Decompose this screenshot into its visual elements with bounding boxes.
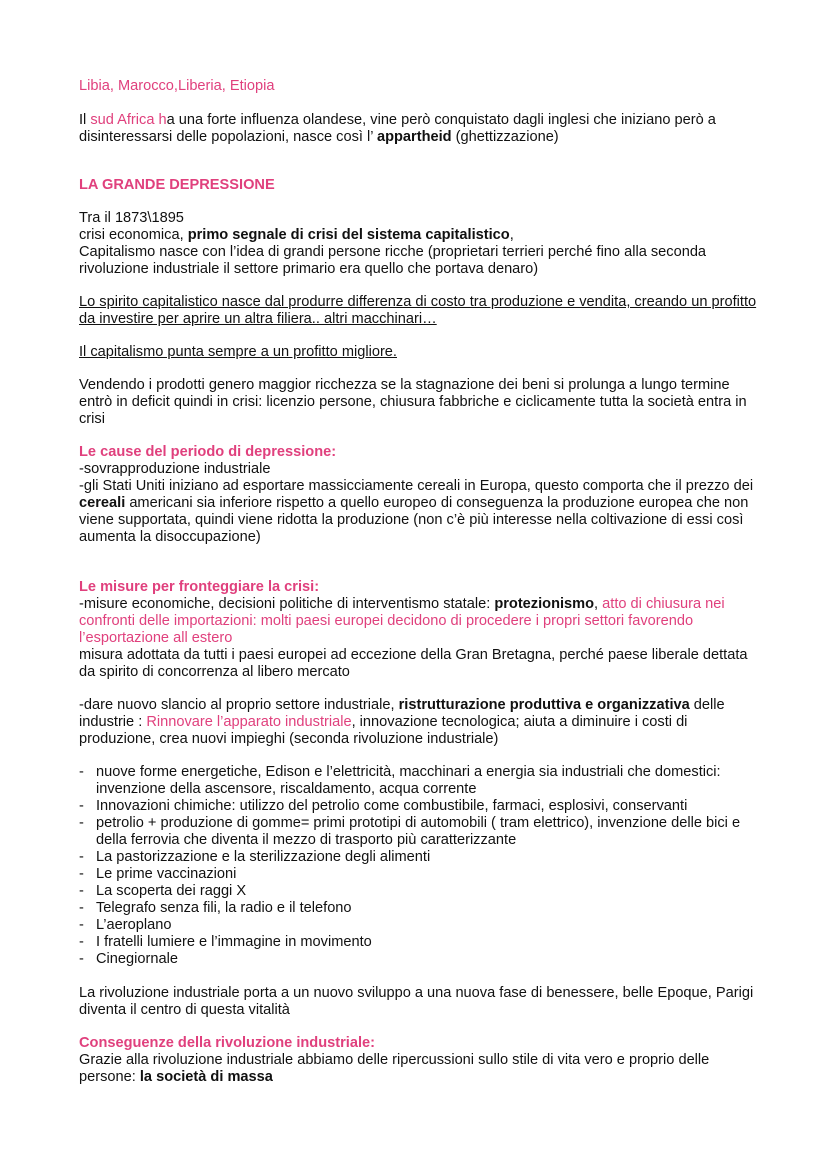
- list-item: - nuove forme energetiche, Edison e l’elettricità, macchinari a energia sia industriali che domestici: invenzione della ascensore, riscaldamento, acqua corrente: [79, 764, 759, 798]
- measure-2: -dare nuovo slancio al proprio settore industriale, ristrutturazione produttiva e organizzativa delle industrie : Rinnovare l’apparato industriale, innovazione tecnologica; aiuta a diminuire i costi di produzione, crea nuovi impieghi (seconda rivoluzione industriale): [79, 697, 725, 747]
- belle-epoque-paragraph: La rivoluzione industriale porta a un nuovo sviluppo a una nuova fase di benessere, belle Epoque, Parigi diventa il centro di questa vitalità: [79, 985, 754, 1018]
- selling-paragraph: Vendendo i prodotti genero maggior ricchezza se la stagnazione dei beni si prolunga a lungo termine entrò in deficit quindi in crisi: licenzio persone, chiusura fabbriche e ciclicamente tutta la società entra in crisi: [79, 377, 747, 427]
- crisis-line: crisi economica, primo segnale di crisi del sistema capitalistico,: [79, 227, 514, 243]
- capitalism-paragraph: Capitalismo nasce con l’idea di grandi persone ricche (proprietari terrieri perché fino alla seconda rivoluzione industriale il settore primario era quello che portava denaro): [79, 244, 707, 277]
- list-item: - I fratelli lumiere e l’immagine in movimento: [79, 934, 759, 951]
- cause-item-1: -sovrapproduzione industriale: [79, 461, 271, 477]
- list-item: - Le prime vaccinazioni: [79, 866, 759, 883]
- list-item: - La scoperta dei raggi X: [79, 883, 759, 900]
- list-item: - Innovazioni chimiche: utilizzo del petrolio come combustibile, farmaci, esplosivi, conservanti: [79, 798, 759, 815]
- measure-1: -misure economiche, decisioni politiche di interventismo statale: protezionismo, atto di chiusura nei confronti delle importazioni: molti paesi europei decidono di procedere i propri settori favorendo l’esportazione all estero: [79, 596, 725, 646]
- depression-heading: LA GRANDE DEPRESSIONE: [79, 177, 275, 193]
- document-content: [79, 78, 759, 1086]
- capitalist-spirit-paragraph: Lo spirito capitalistico nasce dal produrre differenza di costo tra produzione e vendita, creando un profitto da investire per aprire un altra filiera.. altri macchinari…: [79, 294, 757, 327]
- measure-1-note: misura adottata da tutti i paesi europei ad eccezione della Gran Bretagna, perché paese liberale dettata da spirito di concorrenza al libero mercato: [79, 647, 748, 680]
- depression-dates: Tra il 1873\1895: [79, 210, 184, 226]
- south-africa-paragraph: Il sud Africa ha una forte influenza olandese, vine però conquistato dagli inglesi che iniziano però a disinteressarsi delle popolazioni, nasce così l’ appartheid (ghettizzazione): [79, 112, 716, 145]
- causes-heading: Le cause del periodo di depressione:: [79, 444, 337, 460]
- list-item: - Cinegiornale: [79, 951, 759, 968]
- measures-heading: Le misure per fronteggiare la crisi:: [79, 579, 320, 595]
- list-item: - Telegrafo senza fili, la radio e il telefono: [79, 900, 759, 917]
- cause-item-2: -gli Stati Uniti iniziano ad esportare massicciamente cereali in Europa, questo comporta che il prezzo dei cereali americani sia inferiore rispetto a quello europeo di conseguenza la produzione europea che non viene supportata, quindi viene ridotta la produzione (non c’è più interesse nella coltivazione di essi così aumenta la disoccupazione): [79, 478, 754, 545]
- list-item: - L’aeroplano: [79, 917, 759, 934]
- innovations-list: [79, 764, 759, 968]
- consequences-heading: Conseguenze della rivoluzione industriale:: [79, 1035, 375, 1051]
- profit-line: Il capitalismo punta sempre a un profitto migliore.: [79, 344, 397, 360]
- list-item: - petrolio + produzione di gomme= primi prototipi di automobili ( tram elettrico), invenzione delle bici e della ferrovia che diventa il mezzo di trasporto più caratterizzante: [79, 815, 759, 849]
- consequences-paragraph: Grazie alla rivoluzione industriale abbiamo delle ripercussioni sullo stile di vita vero e proprio delle persone: la società di massa: [79, 1052, 710, 1085]
- countries-line: Libia, Marocco,Liberia, Etiopia: [79, 78, 275, 94]
- list-item: - La pastorizzazione e la sterilizzazione degli alimenti: [79, 849, 759, 866]
